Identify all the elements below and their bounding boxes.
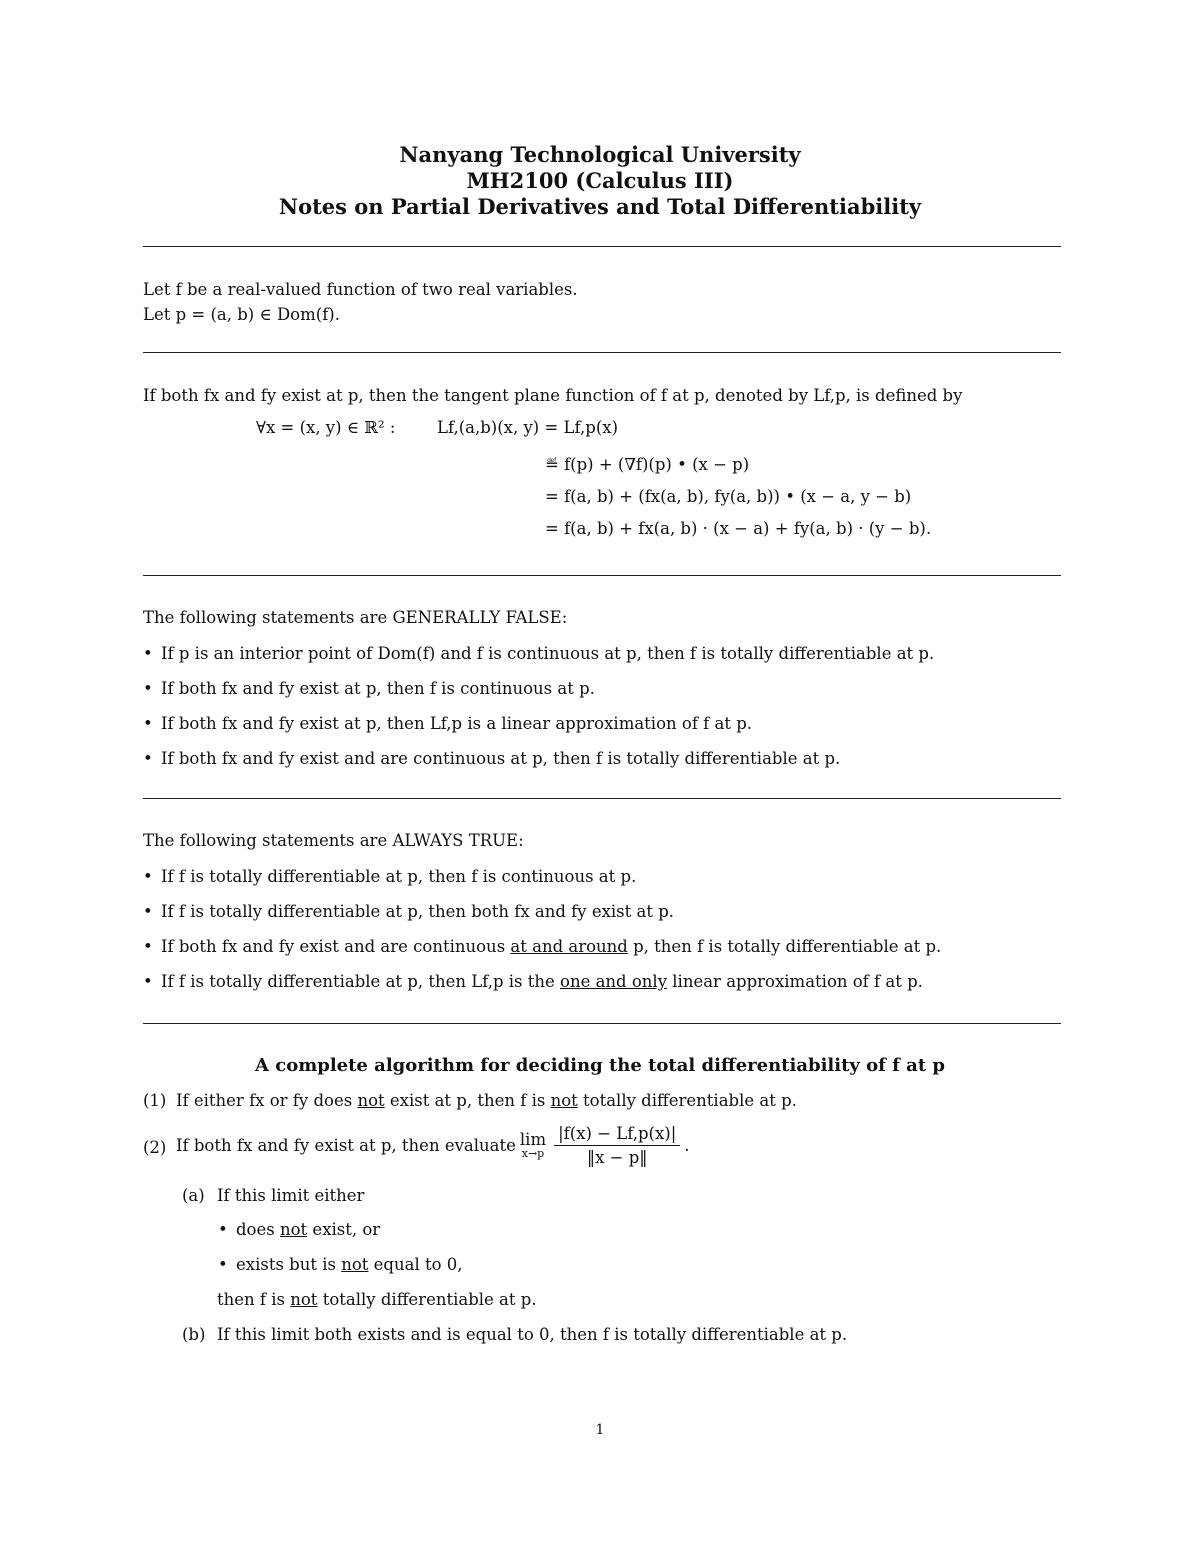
tangent-intro: If both fx and fy exist at p, then the tangent plane function of f at p, denoted by Lf,p, is defined by [143, 386, 963, 405]
substep-a-text: If this limit either [217, 1186, 365, 1205]
limit-operator [519, 1129, 547, 1161]
emphasis-underline: not [290, 1290, 318, 1309]
fraction-denominator: ‖x − p‖ [586, 1148, 648, 1167]
substep-label: (b) [182, 1325, 206, 1344]
page-number: 1 [595, 1422, 605, 1438]
divider [143, 575, 1061, 576]
step-text: exist at p, then f is [384, 1091, 551, 1110]
step-text: does [236, 1220, 280, 1239]
divider [143, 352, 1061, 353]
emphasis-underline: not [341, 1255, 369, 1274]
substep-label: (a) [182, 1186, 205, 1205]
true-item-3 [161, 937, 941, 956]
step-text: totally differentiable at p. [317, 1290, 537, 1309]
course-code: MH2100 (Calculus III) [466, 168, 734, 193]
bullet-icon: • [143, 714, 153, 733]
step-text: If both fx and fy exist at p, then evaluate [176, 1136, 516, 1155]
bullet-icon: • [218, 1255, 228, 1274]
bullet-icon: • [218, 1220, 228, 1239]
bullet-icon: • [143, 972, 153, 991]
false-item-1: If p is an interior point of Dom(f) and f is continuous at p, then f is totally differentiable at p. [161, 644, 935, 663]
step-text: totally differentiable at p. [577, 1091, 797, 1110]
tangent-step-2: = f(a, b) + (fx(a, b), fy(a, b)) • (x − a, y − b) [545, 487, 912, 506]
step-number: (2) [143, 1138, 167, 1157]
setup-line-1: Let f be a real-valued function of two real variables. [143, 280, 578, 299]
tangent-step-3: = f(a, b) + fx(a, b) · (x − a) + fy(a, b) · (y − b). [545, 519, 932, 538]
emphasis-underline: not [357, 1091, 385, 1110]
divider [143, 798, 1061, 799]
false-item-4: If both fx and fy exist and are continuous at p, then f is totally differentiable at p. [161, 749, 841, 768]
tangent-step-1: ≝ f(p) + (∇f)(p) • (x − p) [545, 455, 750, 474]
false-item-2: If both fx and fy exist at p, then f is continuous at p. [161, 679, 595, 698]
true-item-3-text: If both fx and fy exist and are continuous [161, 937, 511, 956]
limit-subscript: x→p [521, 1147, 545, 1161]
bullet-icon: • [143, 679, 153, 698]
step-text: . [684, 1136, 690, 1155]
algorithm-step-1 [176, 1091, 797, 1110]
true-item-4-text: If f is totally differentiable at p, then Lf,p is the [161, 972, 561, 991]
true-heading: The following statements are ALWAYS TRUE: [143, 831, 524, 850]
algorithm-heading: A complete algorithm for deciding the total differentiability of f at p [255, 1055, 945, 1076]
fraction-numerator: |f(x) − Lf,p(x)| [554, 1124, 680, 1146]
university-name: Nanyang Technological University [399, 142, 801, 167]
bullet-icon: • [143, 937, 153, 956]
true-item-4 [161, 972, 923, 991]
document-title: Notes on Partial Derivatives and Total Differentiability [278, 194, 922, 219]
bullet-icon: • [143, 867, 153, 886]
step-text: equal to 0, [368, 1255, 463, 1274]
false-heading: The following statements are GENERALLY FALSE: [143, 608, 568, 627]
step-text: then f is [217, 1290, 291, 1309]
bullet-icon: • [143, 902, 153, 921]
true-item-2: If f is totally differentiable at p, then both fx and fy exist at p. [161, 902, 675, 921]
substep-a-conclusion [217, 1290, 537, 1309]
bullet-icon: • [143, 749, 153, 768]
step-number: (1) [143, 1091, 167, 1110]
emphasis-underline: not [279, 1220, 308, 1239]
emphasis-underline: one and only [560, 972, 668, 991]
step-text: exist, or [307, 1220, 381, 1239]
step-text: If either fx or fy does [176, 1091, 358, 1110]
setup-line-2: Let p = (a, b) ∈ Dom(f). [143, 305, 340, 324]
limit-fraction [554, 1124, 680, 1167]
bullet-icon: • [143, 644, 153, 663]
tangent-lhs: Lf,(a,b)(x, y) = Lf,p(x) [437, 418, 619, 437]
tangent-quantifier: ∀x = (x, y) ∈ ℝ² : [256, 418, 396, 437]
divider [143, 1023, 1061, 1024]
substep-b-text: If this limit both exists and is equal to 0, then f is totally differentiable at p. [217, 1325, 848, 1344]
emphasis-underline: not [550, 1091, 578, 1110]
substep-a-bullet-2 [236, 1255, 463, 1274]
substep-a-bullet-1 [236, 1220, 380, 1239]
true-item-1: If f is totally differentiable at p, then f is continuous at p. [161, 867, 637, 886]
limit-label: lim [519, 1129, 547, 1149]
step-text: exists but is [236, 1255, 342, 1274]
true-item-4-text: linear approximation of f at p. [667, 972, 923, 991]
true-item-3-text: p, then f is totally differentiable at p. [627, 937, 942, 956]
divider [143, 246, 1061, 247]
false-item-3: If both fx and fy exist at p, then Lf,p is a linear approximation of f at p. [161, 714, 753, 733]
algorithm-step-2 [176, 1124, 690, 1167]
emphasis-underline: at and around [510, 937, 628, 956]
